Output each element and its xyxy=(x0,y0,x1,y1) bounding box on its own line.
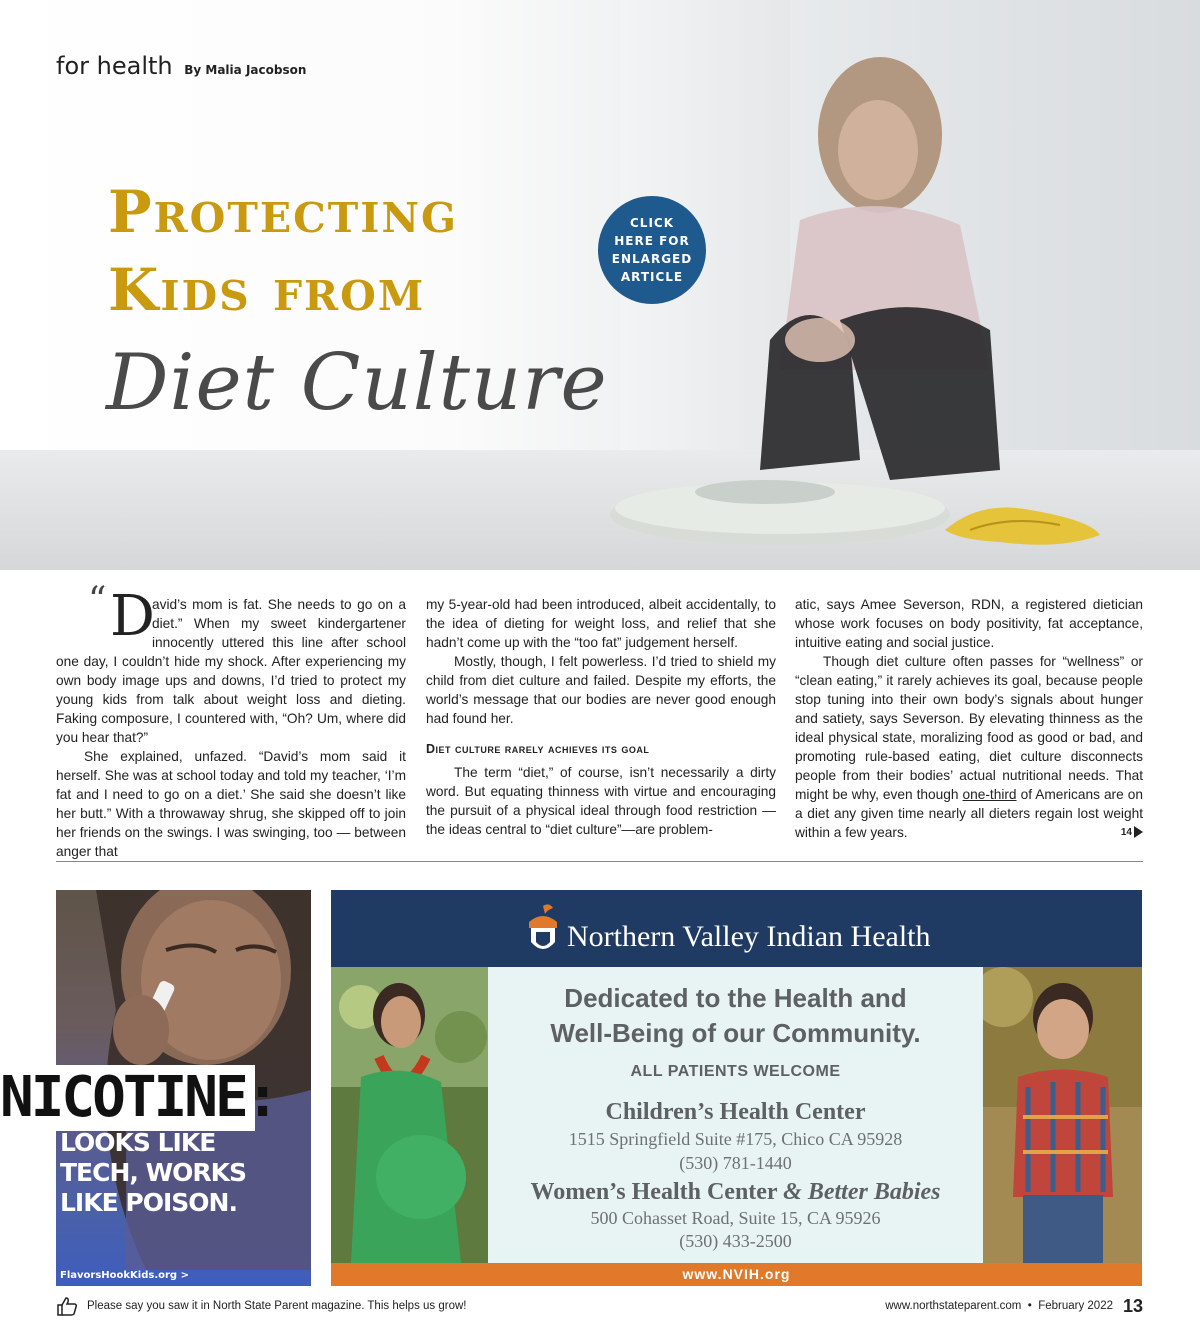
clinic-1-phone[interactable]: (530) 781-1440 xyxy=(679,1153,792,1173)
nvih-tagline-1: Dedicated to the Health and xyxy=(564,983,907,1013)
pregnant-woman-photo xyxy=(331,967,488,1263)
footer-note: Please say you saw it in North State Parent magazine. This helps us grow! xyxy=(87,1300,467,1312)
article-column-2 xyxy=(426,595,776,839)
paragraph: She explained, unfazed. “David’s mom said it herself. She was at school today and told my teacher, ‘I’m fat and I need to go on a diet.’ She said she doesn’t like her butt.” With a throwaway shrug, she skipped off to join her friends on the swings. I was swinging, too — between anger that xyxy=(56,749,406,859)
paragraph: my 5-year-old had been introduced, albeit accidentally, to the idea of dieting for weight loss, and relief that she hadn’t come up with the “too fat” judgement herself. xyxy=(426,597,776,650)
badge-line-3: ENLARGED xyxy=(611,252,693,266)
nvih-tagline-2: Well-Being of our Community. xyxy=(550,1018,921,1048)
open-quote: “ xyxy=(88,580,107,621)
subheading: Diet culture rarely achieves its goal xyxy=(426,742,650,756)
bathroom-scale-photo xyxy=(590,470,950,550)
enlarge-article-button[interactable] xyxy=(598,196,706,304)
footer-website-link[interactable]: www.northstateparent.com xyxy=(885,1300,1022,1312)
paragraph xyxy=(795,652,1143,842)
title-line-2: Kids from xyxy=(108,256,426,324)
nvih-name: Northern Valley Indian Health xyxy=(567,920,931,953)
girl-photo xyxy=(690,40,1170,510)
byline: By Malia Jacobson xyxy=(184,63,307,77)
section-name: for health xyxy=(56,52,173,80)
nvih-header xyxy=(331,890,1142,967)
footer-right xyxy=(885,1300,1113,1312)
dropcap-block xyxy=(56,580,155,651)
badge-line-2: HERE FOR xyxy=(614,234,690,248)
clinic-2-name-secondary: & Better Babies xyxy=(783,1179,941,1205)
nvih-tagline xyxy=(488,981,983,1051)
acorn-logo-icon xyxy=(525,902,561,956)
nvih-website-link[interactable]: www.NVIH.org xyxy=(331,1263,1142,1286)
paragraph-text: Though diet culture often passes for “wellness” or “clean eating,” it rarely achieves its goal, because people stop tuning into their own body’s signals about hunger and satiety, says Severson. By elevating thinness as the ideal physical state, moralizing food as good or bad, and promoting rule-based eating, diet culture disconnects people from their bodies’ actual nutritional needs. That might be why, even though xyxy=(795,654,1143,802)
nicotine-subline-2: TECH, WORKS xyxy=(60,1158,247,1187)
measuring-tape-photo xyxy=(940,490,1110,550)
clinic-2-name xyxy=(488,1179,983,1206)
continued-page: 14 xyxy=(1120,827,1132,838)
title-line-3: Diet Culture xyxy=(106,338,608,428)
badge-line-4: ARTICLE xyxy=(620,270,684,284)
clinic-2-address: 500 Cohasset Road, Suite 15, CA 95926 xyxy=(590,1208,881,1228)
title-line-1: Protecting xyxy=(108,178,458,246)
thumbs-up-icon xyxy=(56,1296,78,1316)
clinic-1-address: 1515 Springfield Suite #175, Chico CA 95928 xyxy=(568,1129,903,1149)
footer-issue: February 2022 xyxy=(1038,1300,1113,1312)
clinic-1-name: Children’s Health Center xyxy=(605,1099,866,1125)
one-third-link[interactable]: one-third xyxy=(962,787,1017,802)
article-column-3 xyxy=(795,595,1143,842)
badge-line-1: CLICK xyxy=(629,216,675,230)
page-footer xyxy=(56,1296,1143,1318)
nicotine-subline-1: LOOKS LIKE xyxy=(60,1128,216,1157)
nicotine-url-link[interactable]: FlavorsHookKids.org > xyxy=(60,1270,189,1281)
article-column-1 xyxy=(56,580,406,861)
nicotine-subline-3: LIKE POISON. xyxy=(60,1188,237,1217)
paragraph: The term “diet,” of course, isn’t necessarily a dirty word. But equating thinness with virtue and encouraging the pursuit of a physical ideal through food restriction — the ideas central to “diet culture”—are problem- xyxy=(426,765,776,837)
paragraph: Mostly, though, I felt powerless. I’d tried to shield my child from diet culture and failed. Despite my efforts, the world’s message that our bodies are never good enough had found her. xyxy=(426,654,776,726)
page-number: 13 xyxy=(1122,1296,1143,1316)
continue-arrow-icon xyxy=(1134,826,1143,838)
all-patients-welcome: ALL PATIENTS WELCOME xyxy=(630,1063,841,1080)
clinic-2-name-main: Women’s Health Center xyxy=(530,1179,778,1205)
nicotine-headline: NICOTINE: xyxy=(0,1065,277,1130)
paragraph: avid’s mom is fat. She needs to go on a diet.” When my sweet kindergartener innocently uttered this line after school one day, I couldn’t hide my shock. After experiencing my own body image ups and downs, I’d tried to protect my young kids from talk about weight loss and dieting. Faking composure, I countered with, “Oh? Um, where did you hear that?” xyxy=(56,597,406,745)
paragraph: atic, says Amee Severson, RDN, a registered dietician whose work focuses on body positivity, fat acceptance, intuitive eating and social justice. xyxy=(795,597,1143,650)
clinic-2-phone[interactable]: (530) 433-2500 xyxy=(679,1231,792,1251)
nicotine-subline xyxy=(60,1128,246,1218)
continued-marker[interactable] xyxy=(1093,823,1143,842)
boy-photo xyxy=(983,967,1142,1263)
nvih-ad[interactable] xyxy=(331,890,1142,1286)
paragraph-text: of Americans are on a diet any given time nearly all dieters regain lost weight within a few years. xyxy=(795,787,1143,840)
dropcap-letter: D xyxy=(110,584,155,649)
section-label xyxy=(56,52,306,80)
divider xyxy=(56,861,1143,862)
nvih-info-panel xyxy=(488,967,983,1263)
footer-separator: • xyxy=(1027,1300,1032,1312)
